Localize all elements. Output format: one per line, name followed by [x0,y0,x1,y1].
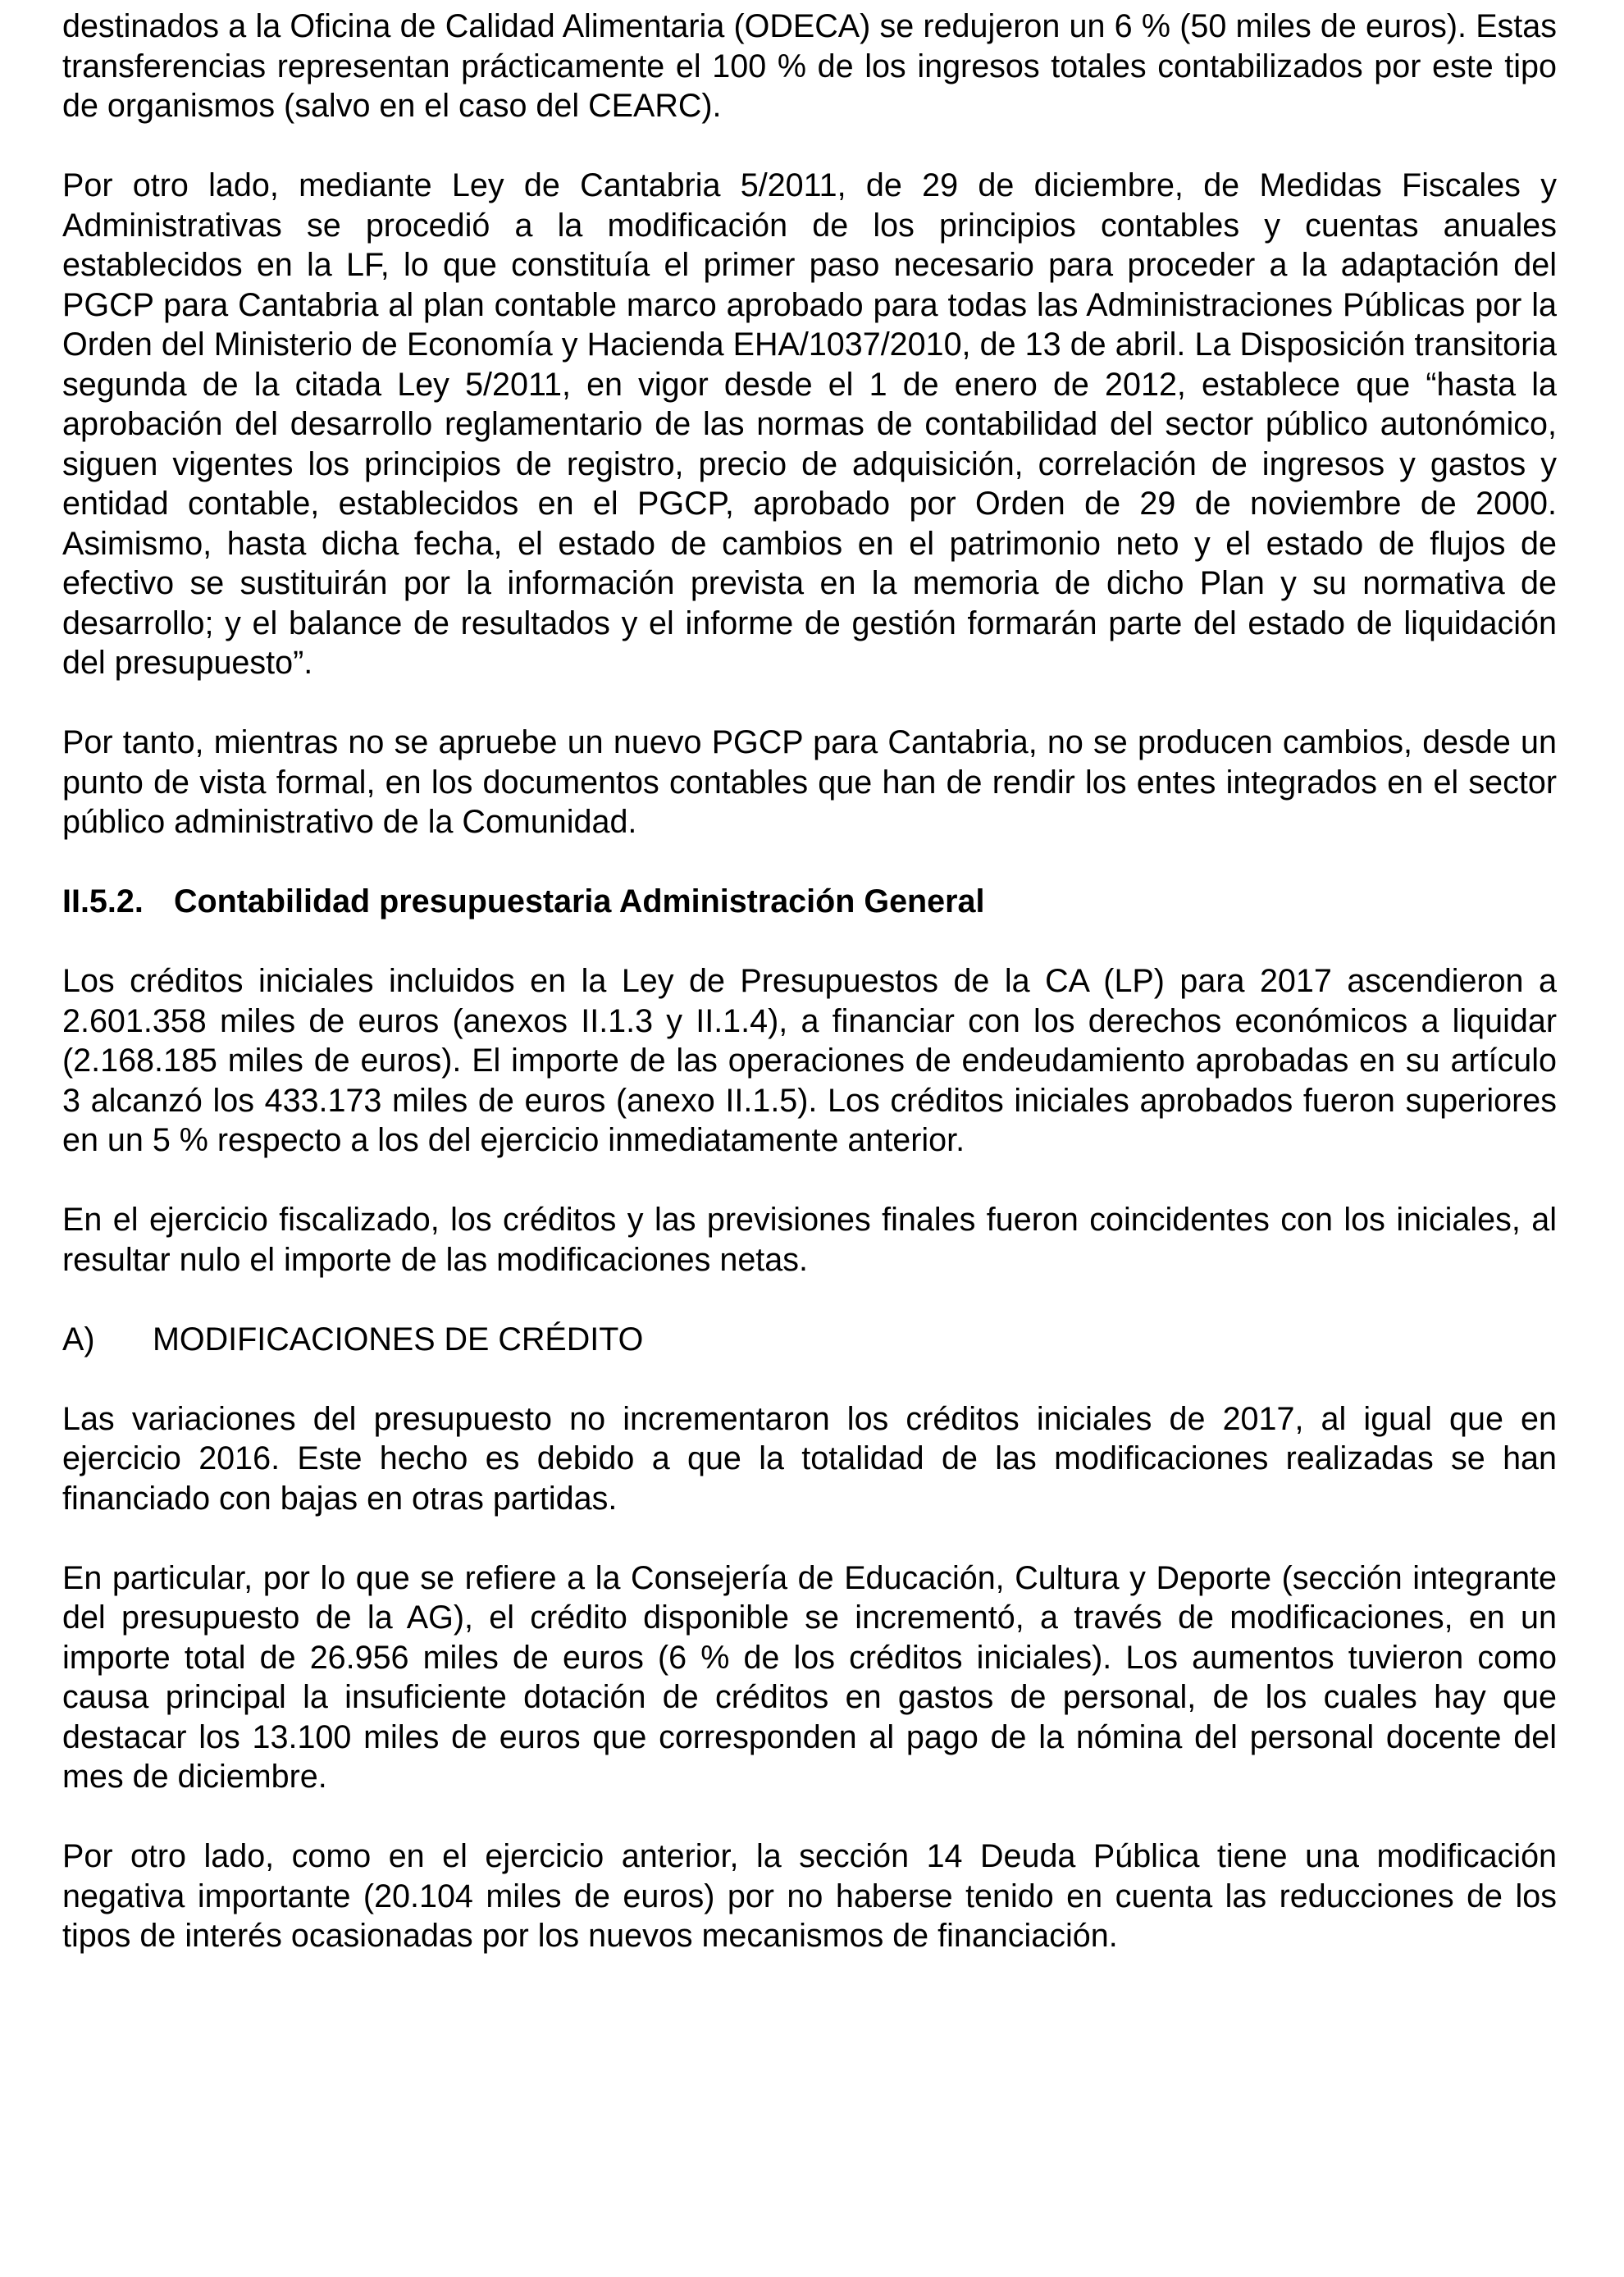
paragraph-ley-cantabria: Por otro lado, mediante Ley de Cantabria 5/2011, de 29 de diciembre, de Medidas Fiscales y Administrativas se procedió a la modificación de los principios contables y cuentas anuales establecidos en la LF, lo que constituía el primer paso necesario para proceder a la adaptación del PGCP para Cantabria al plan contable marco aprobado para todas las Administraciones Públicas por la Orden del Ministerio de Economía y Hacienda EHA/1037/2010, de 13 de abril. La Disposición transitoria segunda de la citada Ley 5/2011, en vigor desde el 1 de enero de 2012, establece que “hasta la aprobación del desarrollo reglamentario de las normas de contabilidad del sector público autonómico, siguen vigentes los principios de registro, precio de adquisición, correlación de ingresos y gastos y entidad contable, establecidos en el PGCP, aprobado por Orden de 29 de noviembre de 2000. Asimismo, hasta dicha fecha, el estado de cambios en el patrimonio neto y el estado de flujos de efectivo se sustituirán por la información prevista en la memoria de dicho Plan y su normativa de desarrollo; y el balance de resultados y el informe de gestión formarán parte del estado de liquidación del presupuesto”. [62,167,1557,681]
paragraph-ejercicio-fiscalizado: En el ejercicio fiscalizado, los créditos y las previsiones finales fueron coincidentes con los iniciales, al resultar nulo el importe de las modificaciones netas. [62,1202,1557,1278]
paragraph-variaciones-presupuesto: Las variaciones del presupuesto no incrementaron los créditos iniciales de 2017, al igual que en ejercicio 2016. Este hecho es debido a que la totalidad de las modificaciones realizadas se han financiado con bajas en otras partidas. [62,1400,1557,1517]
paragraph-creditos-iniciales: Los créditos iniciales incluidos en la Ley de Presupuestos de la CA (LP) para 2017 ascendieron a 2.601.358 miles de euros (anexos II.1.3 y II.1.4), a financiar con los derechos económicos a liquidar (2.168.185 miles de euros). El importe de las operaciones de endeudamiento aprobadas en su artículo 3 alcanzó los 433.173 miles de euros (anexo II.1.5). Los créditos iniciales aprobados fueron superiores en un 5 % respecto a los del ejercicio inmediatamente anterior. [62,963,1557,1158]
section-number: II.5.2. [62,883,144,919]
paragraph-pgcp-conclusion: Por tanto, mientras no se apruebe un nuevo PGCP para Cantabria, no se producen cambios, desde un punto de vista formal, en los documentos contables que han de rendir los entes integrados en el sector público administrativo de la Comunidad. [62,724,1557,840]
paragraph-odeca-transfers: destinados a la Oficina de Calidad Alimentaria (ODECA) se redujeron un 6 % (50 miles de euros). Estas transferencias representan prácticamente el 100 % de los ingresos totales contabilizados por este tipo de organismos (salvo en el caso del CEARC). [62,8,1557,124]
section-title: Contabilidad presupuestaria Administración General [174,883,985,919]
subsection-heading [62,1320,1557,1360]
subsection-title: MODIFICACIONES DE CRÉDITO [153,1321,644,1358]
document-page [62,7,1557,1996]
section-heading [62,882,1557,922]
subsection-number: A) [62,1321,95,1358]
paragraph-consejeria-educacion: En particular, por lo que se refiere a la Consejería de Educación, Cultura y Deporte (sección integrante del presupuesto de la AG), el crédito disponible se incrementó, a través de modificaciones, en un importe total de 26.956 miles de euros (6 % de los créditos iniciales). Los aumentos tuvieron como causa principal la insuficiente dotación de créditos en gastos de personal, de los cuales hay que destacar los 13.100 miles de euros que corresponden al pago de la nómina del personal docente del mes de diciembre. [62,1559,1557,1795]
paragraph-deuda-publica: Por otro lado, como en el ejercicio anterior, la sección 14 Deuda Pública tiene una modificación negativa importante (20.104 miles de euros) por no haberse tenido en cuenta las reducciones de los tipos de interés ocasionadas por los nuevos mecanismos de financiación. [62,1838,1557,1954]
